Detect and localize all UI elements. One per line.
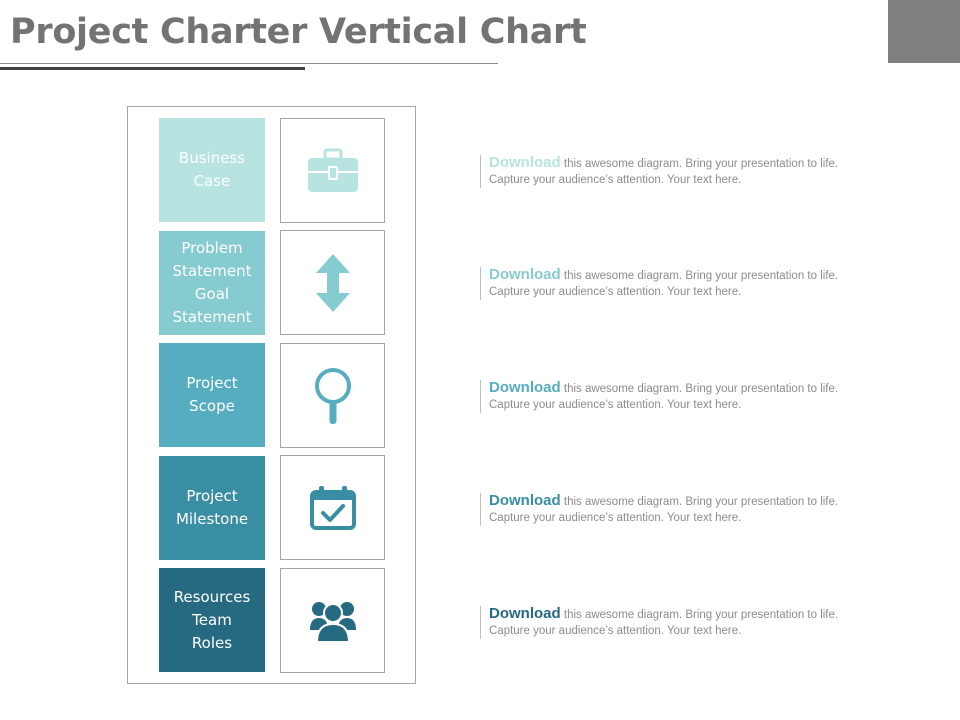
description-keyword: Download: [489, 379, 561, 396]
icon-box-resources-team-roles: [280, 568, 385, 673]
description-1: [480, 155, 849, 188]
icon-box-project-scope: [280, 343, 385, 448]
title-underline-thin: [0, 63, 498, 64]
description-text: this awesome diagram. Bring your presentation to life. Capture your audience’s attention. Your text here.: [489, 383, 839, 411]
label-text: Project Milestone: [175, 487, 249, 528]
description-text: this awesome diagram. Bring your presentation to life. Capture your audience’s attention. Your text here.: [489, 158, 839, 186]
label-box-resources-team-roles: [159, 568, 265, 672]
description-keyword: Download: [489, 266, 561, 283]
description-text: this awesome diagram. Bring your presentation to life. Capture your audience’s attention. Your text here.: [489, 496, 839, 524]
label-box-project-scope: [159, 343, 265, 447]
description-5: [480, 606, 849, 639]
description-keyword: Download: [489, 154, 561, 171]
briefcase-icon: [307, 148, 359, 194]
team-icon: [310, 600, 356, 642]
description-2: [480, 267, 849, 300]
description-4: [480, 493, 849, 526]
label-text: Business Case: [178, 149, 246, 190]
vertical-arrows-icon: [315, 253, 351, 313]
label-text: Project Scope: [186, 374, 238, 415]
calendar-check-icon: [309, 485, 357, 531]
label-box-project-milestone: [159, 456, 265, 560]
label-text: Problem Statement Goal Statement: [172, 239, 252, 326]
title-underline-thick: [0, 67, 305, 70]
label-box-business-case: [159, 118, 265, 222]
description-keyword: Download: [489, 605, 561, 622]
corner-decoration: [888, 0, 960, 63]
description-3: [480, 380, 849, 413]
description-keyword: Download: [489, 492, 561, 509]
icon-box-business-case: [280, 118, 385, 223]
icon-box-problem-goal-statement: [280, 230, 385, 335]
description-text: this awesome diagram. Bring your presentation to life. Capture your audience’s attention. Your text here.: [489, 609, 839, 637]
icon-box-project-milestone: [280, 455, 385, 560]
label-text: Resources Team Roles: [173, 587, 251, 652]
label-box-problem-goal-statement: [159, 231, 265, 335]
page-title: Project Charter Vertical Chart: [10, 12, 587, 52]
magnifier-icon: [313, 366, 353, 426]
description-text: this awesome diagram. Bring your presentation to life. Capture your audience’s attention. Your text here.: [489, 270, 839, 298]
